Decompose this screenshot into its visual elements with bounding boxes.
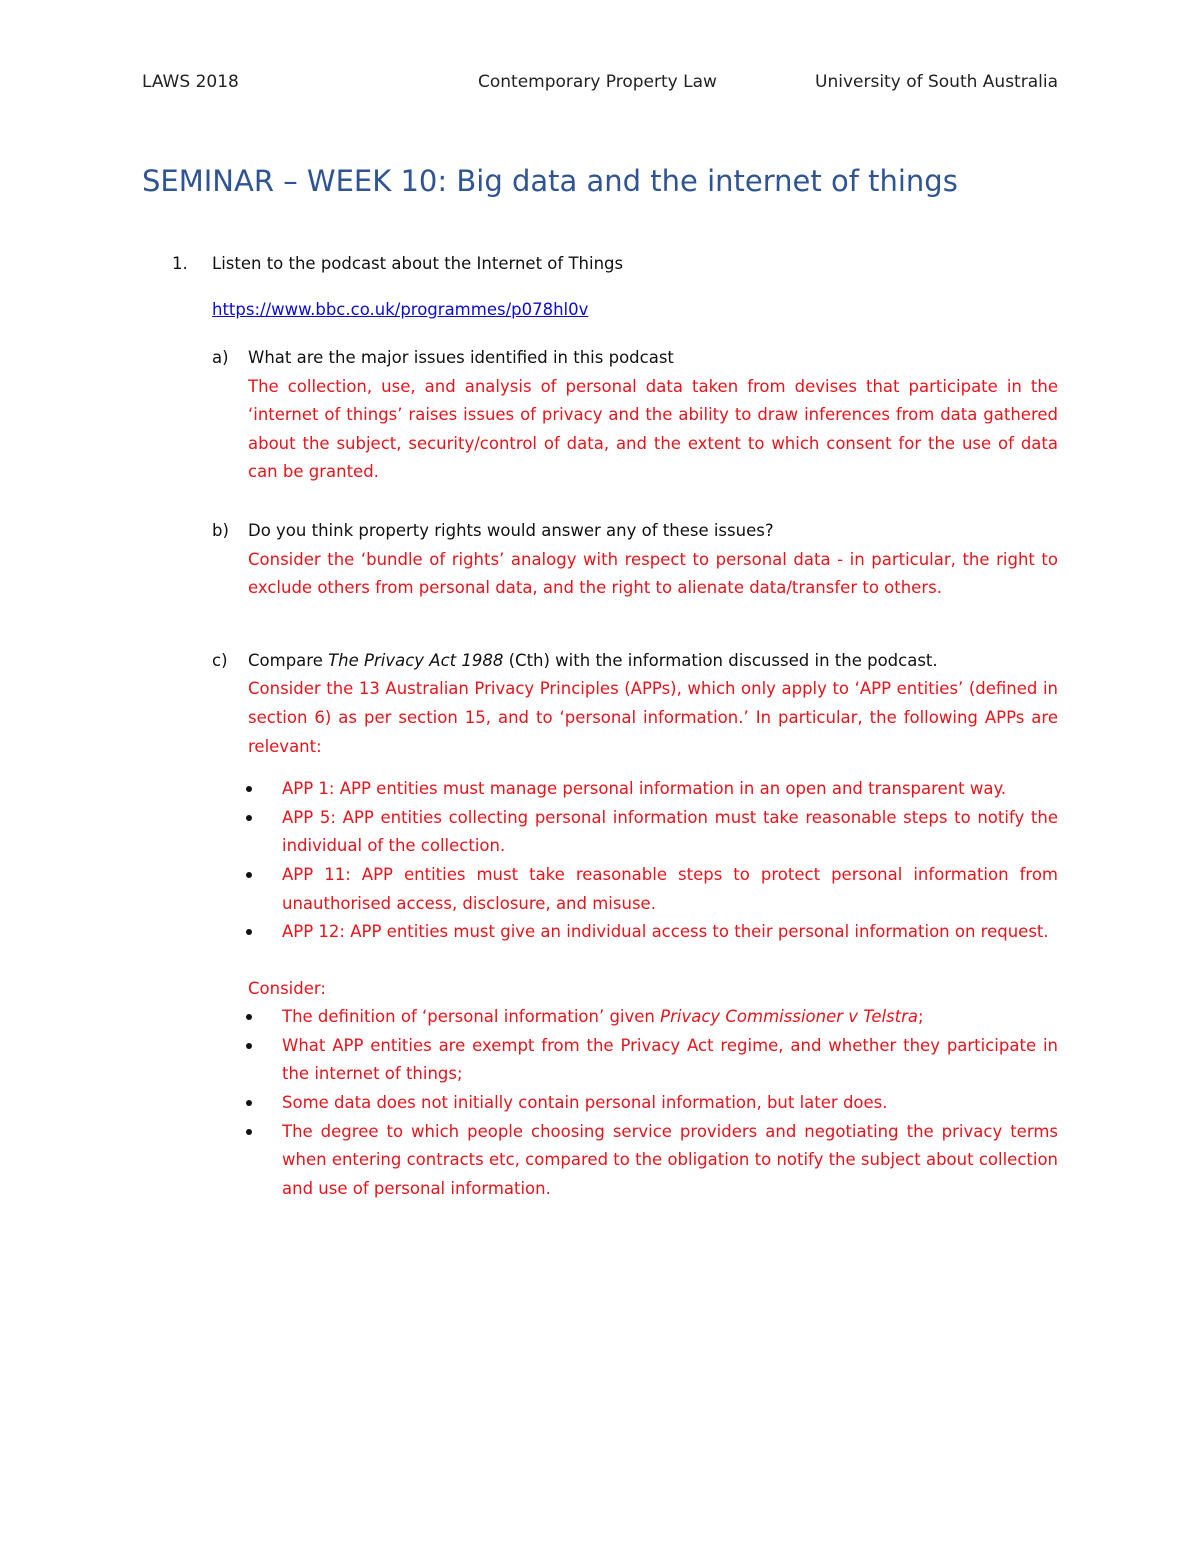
list-item: The degree to which people choosing service providers and negotiating the privacy terms when entering contracts etc, compared to the obligation to notify the subject about collection and use of personal information. <box>282 1118 1058 1204</box>
answer-c-text: Consider the 13 Australian Privacy Principles (APPs), which only apply to ‘APP entities’ (defined in section 6) as per section 15, and to ‘personal information.’ In particular, the following APPs are relevant: <box>248 679 1058 756</box>
question-b-letter: b) <box>212 520 229 540</box>
question-a-text: What are the major issues identified in this podcast <box>248 348 674 367</box>
question-b <box>142 517 1058 603</box>
list-item: APP 5: APP entities collecting personal information must take reasonable steps to notify the individual of the collection. <box>282 804 1058 861</box>
question-1-text: Listen to the podcast about the Internet of Things <box>212 254 624 273</box>
question-c-act-title: The Privacy Act 1988 <box>328 650 504 670</box>
header-university: University of South Australia <box>815 72 1058 92</box>
page-title: SEMINAR – WEEK 10: Big data and the internet of things <box>142 164 958 198</box>
document-body <box>142 250 1058 1203</box>
question-c-pre: Compare <box>248 650 329 670</box>
podcast-link[interactable]: https://www.bbc.co.uk/programmes/p078hl0v <box>212 300 589 319</box>
list-item: What APP entities are exempt from the Privacy Act regime, and whether they participate in the internet of things; <box>282 1032 1058 1089</box>
question-c-post: (Cth) with the information discussed in the podcast. <box>503 650 938 670</box>
list-item <box>282 1003 1058 1032</box>
question-c-letter: c) <box>212 650 228 670</box>
list-item: APP 11: APP entities must take reasonable steps to protect personal information from unauthorised access, disclosure, and misuse. <box>282 861 1058 918</box>
question-b-text: Do you think property rights would answer any of these issues? <box>248 520 774 540</box>
header-course-code: LAWS 2018 <box>142 72 239 92</box>
list-item: APP 12: APP entities must give an individual access to their personal information on request. <box>282 918 1058 947</box>
case-name: Privacy Commissioner v Telstra <box>660 1007 919 1027</box>
app-list <box>142 775 1058 947</box>
header-course-name: Contemporary Property Law <box>478 72 717 92</box>
list-item: Some data does not initially contain personal information, but later does. <box>282 1089 1058 1118</box>
list-item: APP 1: APP entities must manage personal information in an open and transparent way. <box>282 775 1058 804</box>
question-1-number: 1. <box>172 254 188 273</box>
question-1 <box>142 250 1058 278</box>
question-c <box>142 647 1058 761</box>
answer-b-text: Consider the ‘bundle of rights’ analogy with respect to personal data - in particular, the right to exclude others from personal data, and the right to alienate data/transfer to others. <box>248 549 1058 598</box>
consider-1-pre: The definition of ‘personal information’ given <box>282 1007 661 1027</box>
question-a <box>142 344 1058 487</box>
consider-label: Consider: <box>248 978 326 998</box>
page-header <box>142 72 1058 98</box>
question-a-letter: a) <box>212 348 229 367</box>
consider-list <box>142 1003 1058 1203</box>
consider-1-post: ; <box>918 1007 924 1027</box>
question-c-text <box>248 647 1058 676</box>
answer-a-text: The collection, use, and analysis of personal data taken from devises that participate in the ‘internet of things’ raises issues of privacy and the ability to draw inferences from data gathered about the subject, security/control of data, and the extent to which consent for the use of data can be granted. <box>248 376 1058 482</box>
